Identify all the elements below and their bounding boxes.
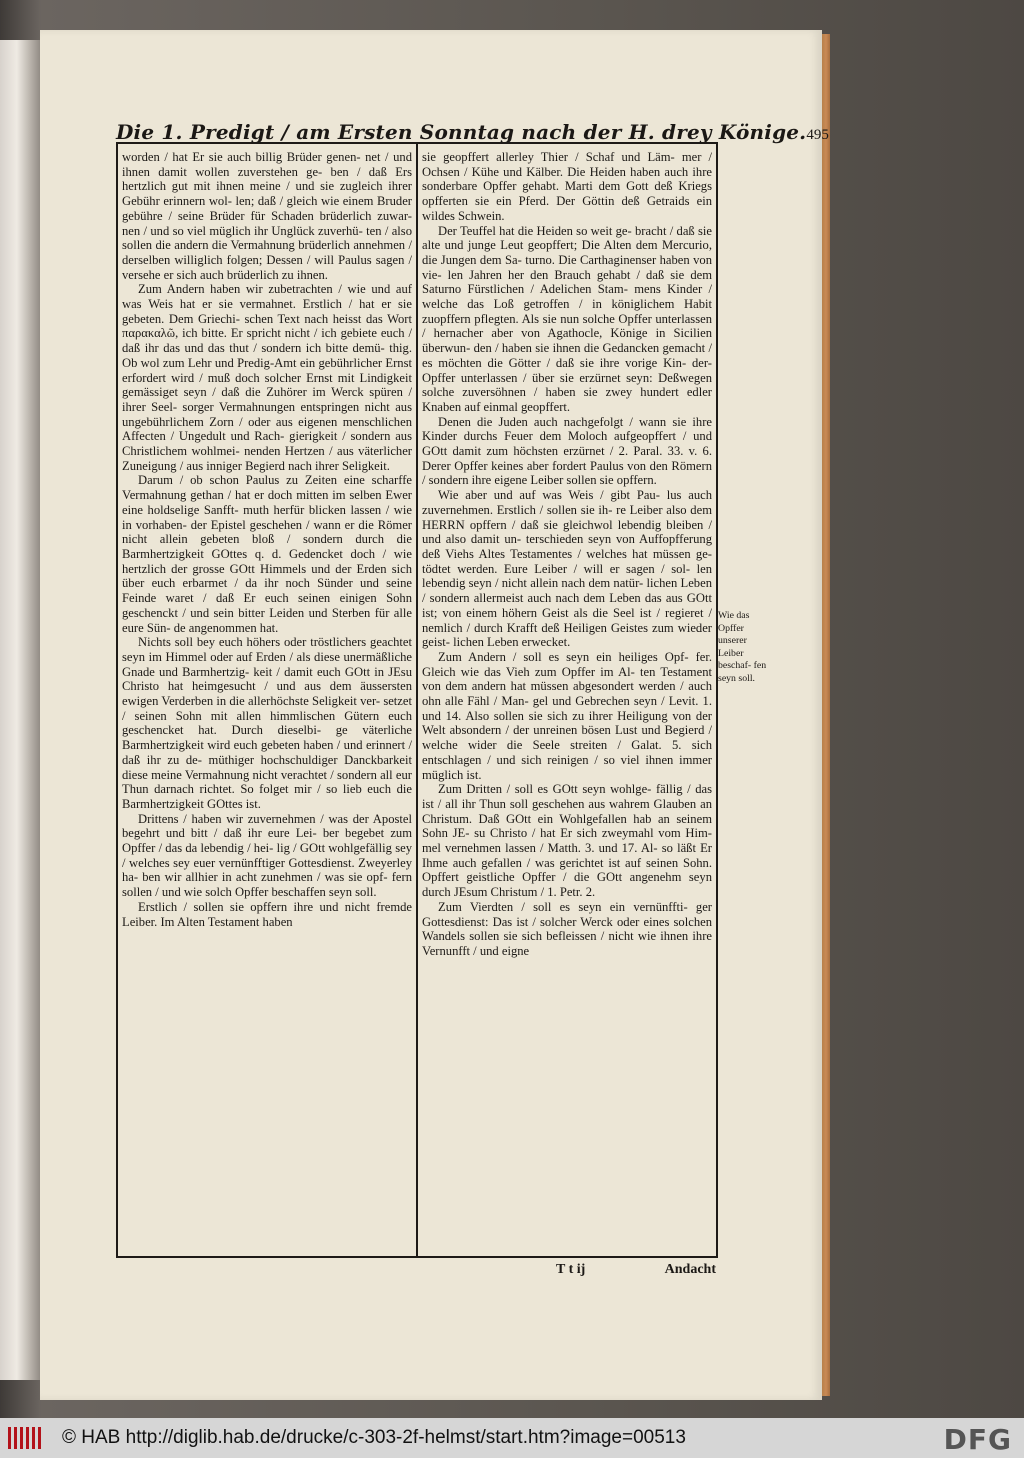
paragraph: Zum Vierdten / soll es seyn ein vernünffti- ger Gottesdienst: Das ist / solcher Werck oder eines solchen Wandels sollen sie sich befleissen / nicht wie ihnen ihre Vernunfft / und eigne <box>422 899 712 958</box>
right-column <box>422 150 712 959</box>
page-stack-edge <box>0 40 42 1380</box>
paragraph: Drittens / haben wir zuvernehmen / was der Apostel begehrt und bitt / daß ihr eure Lei- ber begebet zum Opffer / das da lebendig / hei- lig / GOtt wohlgefällig sey / welches sey euer vernünfftiger Gottesdienst. Zweyerley ha- ben wir allhier in acht zunehmen / was sie opf- fern sollen / und wie solch Opffer beschaffen seyn soll. <box>122 811 412 900</box>
paragraph: Wie aber und auf was Weis / gibt Pau- lus auch zuvernehmen. Erstlich / sollen sie ih- re Leiber also dem HERRN opffern / daß sie gleichwol lebendig bleiben / und also damit un- terschieden seyn von Auffopfferung deß Viehs Altes Testamentes / welches hat müssen ge- tödtet werden. Eure Leiber / will er sagen / sol- len lebendig seyn / nicht allein nach dem natür- lichen Leben / sondern allermeist auch nach dem Leben das aus GOtt ist; von einem höhern Geist als die Seel ist / regieret / nemlich / durch Krafft deß Heiligen Geistes zum wieder geist- lichen Leben erwecket. <box>422 488 712 650</box>
dfg-logo: DFG <box>943 1423 1012 1456</box>
paragraph: Zum Andern / soll es seyn ein heiliges Opf- fer. Gleich wie das Vieh zum Opffer im Al- ten Testament von dem andern hat müssen abgesondert werden / auch ohn alle Fähl / Man- gel und Gebrechen seyn / Levit. 1. und 14. Also sollen sie sich zu ihrer Heiligung von der Welt absondern / der unreinen bösen Lust und Begierd / welche wider die Seele streiten / Galat. 5. sich entschlagen / und sich reinigen / so viel ihnen immer müglich ist. <box>422 649 712 782</box>
left-column <box>122 150 412 929</box>
paragraph: Der Teuffel hat die Heiden so weit ge- bracht / daß sie alte und junge Leut geopffert; Die Alten dem Mercurio, die Jungen dem Sa- turno. Die Carthaginenser haben von vie- len Jahren her den Brauch gehabt / daß sie dem Saturno Fürstlichen / Adelichen Stam- mens Kinder / welche das Loß getroffen / in königlichem Habit zuopffern pflegten. Als sie nun solche Opffer unterlassen / hernacher aber von Agathocle, Könige in Sicilien überwun- den / haben sie ihnen die Gedancken gemacht / es möchten die Götter / daß sie ihre vorige Kin- der-Opffer unterlassen / über sie erzürnet seyn: Deßwegen solche zuversöhnen / haben sie zwey hundert edler Knaben auf einmal geopffert. <box>422 223 712 414</box>
running-head: Die 1. Predigt / am Ersten Sonntag nach der H. drey Könige. <box>116 120 807 144</box>
catchword: Andacht <box>664 1262 716 1277</box>
viewer-bar <box>0 1418 1024 1458</box>
column-divider <box>416 144 418 1256</box>
page-footer <box>116 1262 716 1284</box>
paragraph: Darum / ob schon Paulus zu Zeiten eine scharffe Vermahnung gethan / hat er doch mitten im selben Ewer eine holdselige Sanfft- muth herfür blicken lassen / wie in vorhaben- der Epistel geschehen / wann er die Römer nicht allein gebeten bloß / sondern durch die Barmhertzigkeit GOttes q. d. Gedencket doch / wie hertzlich der grosse GOtt Himmels und der Erden sich über euch erbarmet / da ihr noch Sünder und seine Feinde waret / daß Er euch seinen einigen Sohn geschenckt / und sein bitter Leiden und Sterben für alle eure Sün- de angenommen hat. <box>122 473 412 635</box>
page-fore-edge <box>822 34 830 1396</box>
paragraph: Erstlich / sollen sie opffern ihre und nicht fremde Leiber. Im Alten Testament haben <box>122 899 412 929</box>
hab-logo-icon <box>8 1425 48 1451</box>
paragraph: worden / hat Er sie auch billig Brüder genen- net / und ihnen damit wollen zuverstehen ge- ben / daß Ers hertzlich gut mit ihnen meine / und sie zugleich ihrer Gebühr erinnern wol- len; daß / gleich wie einem Bruder gebühre / seine Brüder für Schaden brüderlich zuwar- nen / und so viel müglich ihr Unglück zuverhü- ten / also sollen die andern die Vermahnung brüderlich annehmen / derselben williglich folgen; Dessen / will Paulus sagen / versehe er sich auch brüderlich zu ihnen. <box>122 150 412 282</box>
paragraph: Zum Dritten / soll es GOtt seyn wohlge- fällig / das ist / all ihr Thun soll geschehen aus wahrem Glauben an Christum. Daß GOtt ein Wohlgefallen hab an seinem Sohn JE- su Christo / hat Er sich zweymahl vom Him- mel vernehmen lassen / Matth. 3. und 17. Al- so läßt Er Ihme auch gefallen / was gerichtet ist auf seinen Sohn. Opffert geistliche Opffer / die GOtt angenehm seyn durch JEsum Christum / 1. Petr. 2. <box>422 782 712 900</box>
paragraph: Zum Andern haben wir zubetrachten / wie und auf was Weis hat er sie vermahnet. Erstlich / hat er sie gebeten. Dem Griechi- schen Text nach heisst das Wort παρακαλῶ, ich bitte. Er spricht nicht / ich gebiete euch / daß ihr das und das thut / sondern ich bitte demü- thig. Ob wol zum Lehr und Predig-Amt ein gebührlicher Ernst erfordert wird / muß doch solcher Ernst mit Lindigkeit gemässiget seyn / daß die Zuhörer im Werck spüren / ihrer Seel- sorger Vermahnungen entspringen nicht aus ungebührlichem Zorn / oder aus eigenen menschlichen Affecten / Ungedult und Rach- gierigkeit / sondern aus Christlichem wohlmei- nenden Hertzen / aus väterlicher Zuneigung / aus inniger Begierd nach ihrer Seligkeit. <box>122 282 412 473</box>
signature-mark: T t ij <box>556 1262 586 1277</box>
paragraph: sie geopffert allerley Thier / Schaf und Läm- mer / Ochsen / Kühe und Kälber. Die Heiden haben auch ihre sonderbare Opffer gehabt. Marti dem Gott deß Kriegs opfferten sie ein Pferd. Der Göttin deß Getraids ein wildes Schwein. <box>422 150 712 223</box>
page-header <box>116 104 829 144</box>
text-frame <box>116 142 718 1258</box>
paragraph: Nichts soll bey euch höhers oder tröstlichers geachtet seyn im Himmel oder auf Erden / als diese unermäßliche Gnade und Barmhertzig- keit / damit euch GOtt in JEsu Christo hat heimgesucht / und aus dem äussersten ewigen Verderben in die allerhöchste Seligkeit ver- setzet / seinen Sohn mit allen himmlischen Gütern euch geschencket hat. Durch dieselbi- ge väterliche Barmhertzigkeit wird euch gebeten haben / und erinnert / daß ihr zu de- müthiger hochschuldiger Danckbarkeit diese meine Vermahnung nicht verachtet / sondern all eur Thun darnach richtet. So folget mir / so lieb euch die Barmhertzigkeit GOttes ist. <box>122 635 412 811</box>
source-link[interactable]: © HAB http://diglib.hab.de/drucke/c-303-2f-helmst/start.htm?image=00513 <box>62 1427 686 1448</box>
margin-note: Wie das Opffer unserer Leiber beschaf- fen seyn soll. <box>718 610 767 684</box>
paragraph: Denen die Juden auch nachgefolgt / wann sie ihre Kinder durchs Feuer dem Moloch aufgeopffert / und GOtt damit zum höchsten erzürnet / 2. Paral. 33. v. 6. Derer Opffer keines aber fordert Paulus von den Römern / sondern ihre eigene Leiber sollen sie opffern. <box>422 414 712 488</box>
page-number: 495 <box>806 127 829 143</box>
